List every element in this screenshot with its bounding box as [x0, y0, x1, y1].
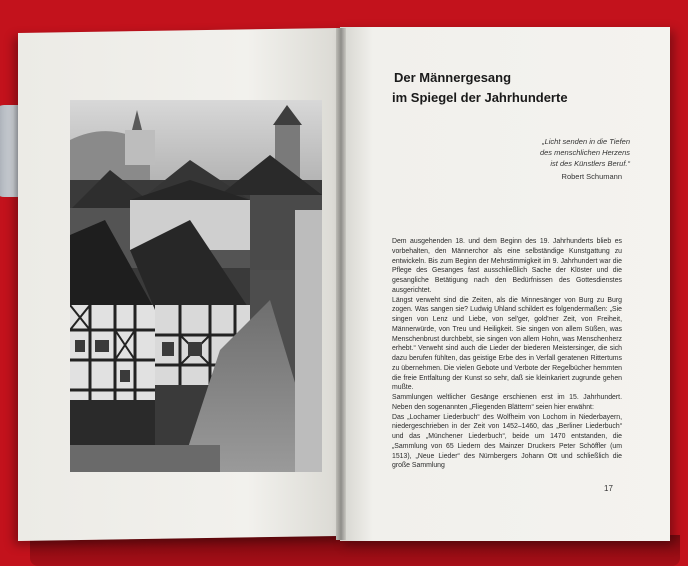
book-gutter	[336, 28, 346, 540]
epigraph-author: Robert Schumann	[561, 172, 622, 181]
half-timbered-town-image	[70, 100, 322, 472]
paragraph: Dem ausgehenden 18. und dem Beginn des 19. Jahrhunderts blieb es vorbehalten, den Männerchor als eine selbständige Kunstgattung zu entwickeln. Bis zum Beginn der Mehrstimmigkeit im 9. Jahrhundert war die Pflege des Gesanges fast ausschließlich Sache der Klöster und die gesangliche Betätigung nach den Bedürfnissen des Gottesdienstes ausgerichtet.	[392, 238, 622, 294]
town-photograph	[70, 100, 322, 472]
chapter-title-line2: im Spiegel der Jahrhunderte	[392, 90, 568, 105]
paragraph: Sammlungen weltlicher Gesänge erschienen erst im 15. Jahrhundert. Neben den sogenannten „Fliegenden Blättern“ seien hier erwähnt:	[392, 394, 622, 411]
body-text	[392, 237, 622, 471]
page-number: 17	[604, 484, 613, 493]
chapter-title-line1: Der Männergesang	[394, 70, 512, 85]
paragraph: Das „Lochamer Liederbuch“ des Wolfheim von Lochom in Niederbayern, niedergeschrieben in der Zeit von 1452–1460, das „Berliner Liederbuch“ und das „Münchener Liederbuch“, beide um 1470 entstanden, die „Sammlung von 65 Liedern des Mainzer Druckers Peter Schöffler (um 1513), „Neue Lieder“ des Nürnbergers Johann Ott und schließlich die große Sammlung	[392, 413, 622, 470]
paragraph: Längst verweht sind die Zeiten, als die Minnesänger von Burg zu Burg zogen. Was sangen sie? Ludwig Uhland schildert es folgendermaßen: „Sie singen von Lenz und Liebe, von sel'ger, gold'ner Zeit, von Freiheit, Männerwürde, von Treu und Heiligkeit. Sie singen von allem Süßen, was Menschenbrust durchbebt, sie singen von allem Hohn, was Menschenherz erhebt.“ Verweht sind auch die Lieder der biederen Meistersinger, die sich dazu berufen fühlten, das geistige Erbe des in Verfall geratenen Rittertums zu übernehmen. Die vielen Gebote und Verbote der Regelbücher hemmten die freie Entfaltung der Kunst so sehr, daß sie kleinkariert zugrunde gehen mußte.	[392, 296, 622, 392]
epigraph-quote: „Licht senden in die Tiefen des menschlichen Herzens ist des Künstlers Beruf.“	[539, 137, 630, 168]
